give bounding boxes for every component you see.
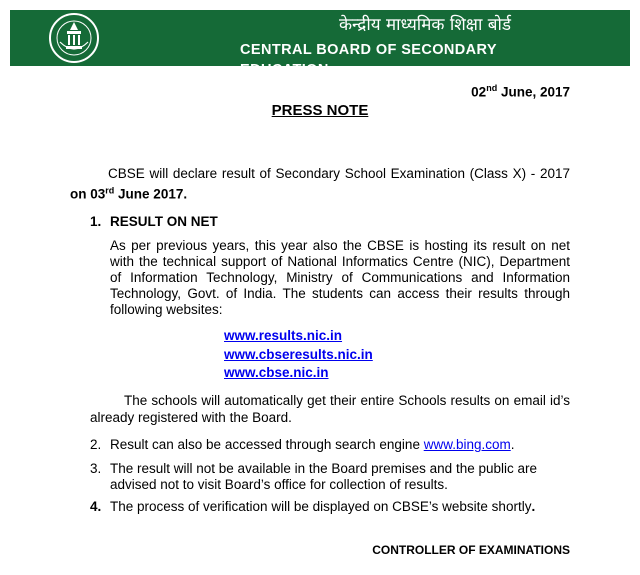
item-4-end: .: [531, 499, 536, 514]
intro-on: on: [70, 186, 87, 202]
intro-day: 03: [90, 186, 106, 202]
date-rest: June, 2017: [497, 84, 570, 100]
item-3-number: 3.: [90, 461, 102, 476]
schools-note: The schools will automatically get their entire Schools results on email id’s already registered with the Board.: [90, 393, 570, 425]
item-2-end: .: [510, 437, 515, 452]
item-4-text: The process of verification will be displayed on CBSE’s website shortly: [110, 499, 532, 514]
date-suffix: nd: [486, 83, 498, 93]
item-4-number: 4.: [90, 499, 102, 514]
section-1-number: 1.: [90, 214, 102, 229]
cbse-emblem-icon: [48, 12, 100, 64]
result-links: [224, 327, 373, 383]
link-results-nic[interactable]: www.results.nic.in: [224, 328, 343, 343]
date-day: 02: [471, 84, 487, 100]
link-bing[interactable]: www.bing.com: [423, 437, 511, 452]
item-2-number: 2.: [90, 437, 102, 452]
section-1-title: RESULT ON NET: [110, 214, 218, 229]
item-3-line-1: The result will not be available in the Board premises and the public are: [110, 461, 537, 476]
item-2-text: Result can also be accessed through search engine: [110, 437, 424, 452]
section-1-body: As per previous years, this year also the CBSE is hosting its result on net with the technical support of National Informatics Centre (NIC), Department of Information Technology, Ministry of Communications and Information Technology, Govt. of India. The students can access their results through following websites:: [110, 238, 570, 317]
intro-paragraph: [70, 165, 570, 203]
intro-rest: June 2017.: [114, 186, 188, 202]
item-2: [90, 437, 570, 453]
item-4: [90, 499, 570, 515]
signature-title: CONTROLLER OF EXAMINATIONS: [372, 543, 570, 557]
section-1-heading: [90, 214, 218, 229]
page-title: PRESS NOTE: [271, 102, 369, 119]
link-cbse-nic[interactable]: www.cbse.nic.in: [224, 365, 329, 380]
link-cbseresults-nic[interactable]: www.cbseresults.nic.in: [224, 346, 373, 362]
board-name-english: CENTRAL BOARD OF SECONDARY EDUCATION: [240, 42, 497, 78]
intro-text: CBSE will declare result of Secondary School Examination (Class X) - 2017: [108, 166, 570, 181]
item-3-line-2: advised not to visit Board’s office for collection of results.: [110, 477, 448, 492]
letterhead-banner: [10, 10, 630, 78]
board-name-hindi: केन्द्रीय माध्यमिक शिक्षा बोर्ड: [338, 15, 512, 35]
press-note-date: [471, 83, 570, 100]
intro-suffix: rd: [105, 185, 115, 195]
item-3: [90, 461, 570, 493]
